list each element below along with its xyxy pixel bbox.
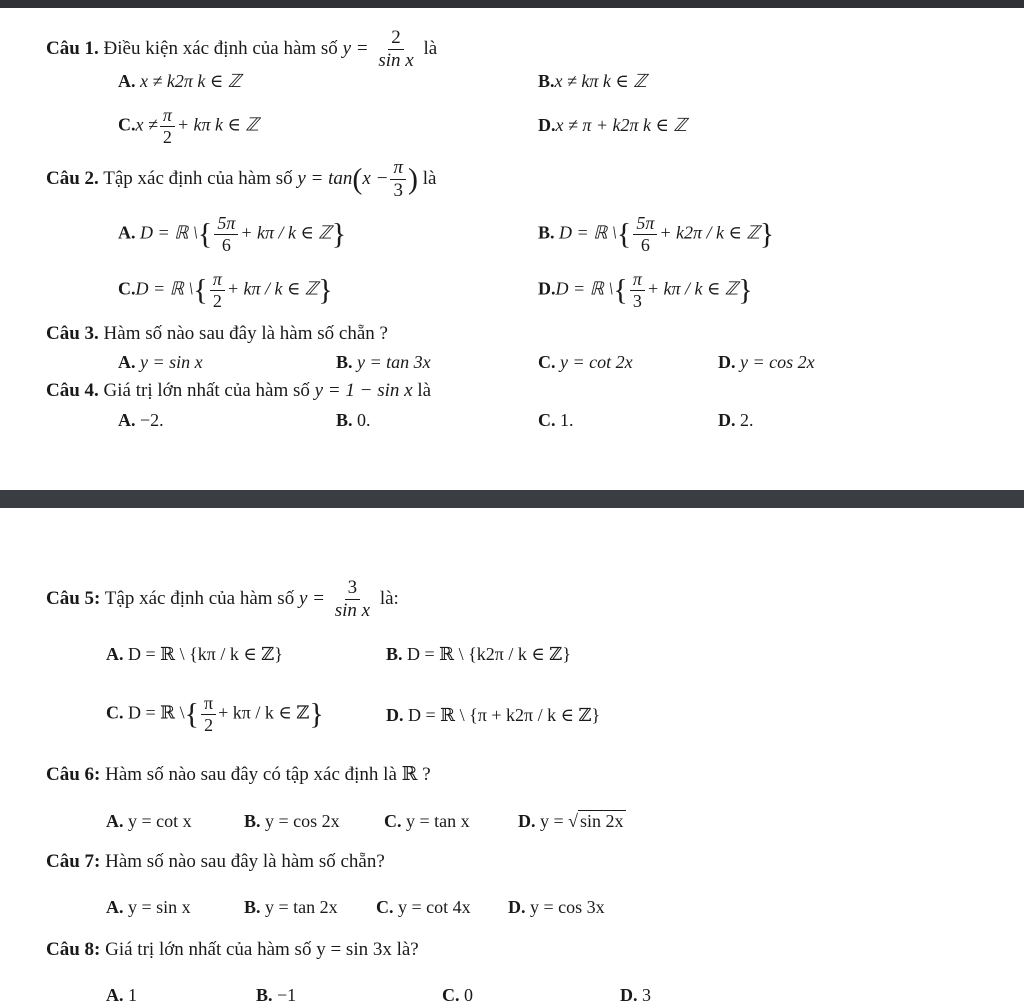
q5-den: sin x: [334, 599, 371, 621]
q3-d-expr: y = cos 2x: [740, 352, 815, 372]
q8-c-expr: 0: [464, 985, 473, 1005]
q1-tail: là: [423, 37, 438, 59]
q3-option-a: [118, 353, 203, 371]
question-3: [46, 324, 388, 343]
q2-close-paren: ): [407, 162, 418, 196]
q2-open-paren: (: [352, 162, 363, 196]
q2-b-post: + k2π / k ∈ ℤ: [659, 222, 760, 243]
q2-d-pre: D = ℝ \: [555, 278, 614, 299]
q2-d-close-brace: }: [738, 273, 753, 307]
q6-option-c: [384, 812, 470, 830]
q2-a-fraction: [214, 214, 238, 255]
q5-option-d: [386, 706, 600, 724]
q6-a-expr: y = cot x: [128, 811, 192, 831]
q4-expr: y = 1 − sin x: [314, 380, 413, 401]
q7-text: Hàm số nào sau đây là hàm số chẵn?: [105, 851, 385, 872]
q2-option-c: [118, 270, 333, 311]
q1-d-label: D.: [538, 115, 556, 135]
q7-c-label: C.: [376, 897, 394, 917]
q2-pre: y = tan: [297, 167, 353, 189]
q7-c-expr: y = cot 4x: [398, 897, 471, 917]
q4-d-expr: 2.: [740, 410, 754, 430]
q8-d-label: D.: [620, 985, 638, 1005]
q8-a-label: A.: [106, 985, 124, 1005]
q6-d-label: D.: [518, 811, 536, 831]
q2-a-den: 6: [221, 234, 231, 255]
q2-d-num: π: [630, 270, 645, 291]
q6-d-radicand: sin 2x: [580, 811, 624, 831]
q5-a-expr: D = ℝ \ {kπ / k ∈ ℤ}: [128, 644, 283, 664]
q2-tail: là: [422, 167, 437, 189]
q3-d-label: D.: [718, 352, 736, 372]
q2-a-label: A.: [118, 222, 136, 243]
q5-c-den: 2: [204, 714, 214, 735]
q5-c-open-brace: {: [184, 697, 200, 731]
q2-inner: x −: [362, 167, 389, 189]
q2-b-pre: D = ℝ \: [559, 222, 617, 243]
q2-d-den: 3: [632, 290, 642, 311]
q7-b-expr: y = tan 2x: [265, 897, 338, 917]
q1-c-label: C.: [118, 114, 136, 135]
q8-option-a: [106, 986, 137, 1004]
q2-b-fraction: [633, 214, 657, 255]
q1-d-expr: x ≠ π + k2π k ∈ ℤ: [555, 115, 687, 135]
q1-lhs: y =: [342, 37, 369, 59]
question-4: [46, 381, 431, 400]
q5-b-expr: D = ℝ \ {k2π / k ∈ ℤ}: [407, 644, 571, 664]
q5-option-a: [106, 645, 283, 663]
q8-option-d: [620, 986, 651, 1004]
q8-option-c: [442, 986, 473, 1004]
q1-a-expr: x ≠ k2π k ∈ ℤ: [140, 71, 242, 91]
q5-num: 3: [345, 578, 361, 600]
q2-option-a: [118, 214, 346, 255]
q6-title: Câu 6:: [46, 764, 101, 785]
q6-option-a: [106, 812, 192, 830]
q7-a-label: A.: [106, 897, 124, 917]
q8-a-expr: 1: [128, 985, 137, 1005]
q4-b-label: B.: [336, 410, 353, 430]
q3-b-label: B.: [336, 352, 353, 372]
q2-c-pre: D = ℝ \: [135, 278, 194, 299]
q7-a-expr: y = sin x: [128, 897, 191, 917]
q4-b-expr: 0.: [357, 410, 371, 430]
q2-c-close-brace: }: [318, 273, 333, 307]
q7-option-a: [106, 898, 191, 916]
q5-b-label: B.: [386, 644, 403, 664]
q3-b-expr: y = tan 3x: [357, 352, 431, 372]
q7-d-label: D.: [508, 897, 526, 917]
q2-d-post: + kπ / k ∈ ℤ: [646, 278, 739, 299]
q2-option-d: [538, 270, 753, 311]
q1-option-d: [538, 116, 687, 134]
q3-c-label: C.: [538, 352, 556, 372]
q7-option-b: [244, 898, 338, 916]
q2-num: π: [390, 158, 406, 180]
q4-option-b: [336, 411, 371, 429]
q6-a-label: A.: [106, 811, 124, 831]
q4-option-c: [538, 411, 574, 429]
q5-option-b: [386, 645, 571, 663]
q3-text: Hàm số nào sau đây là hàm số chẵn ?: [103, 323, 388, 344]
q1-title: Câu 1.: [46, 37, 99, 59]
q1-c-num: π: [160, 106, 175, 127]
q5-d-expr: D = ℝ \ {π + k2π / k ∈ ℤ}: [408, 705, 601, 725]
q5-c-fraction: [201, 694, 216, 735]
q4-a-label: A.: [118, 410, 136, 430]
q3-c-expr: y = cot 2x: [560, 352, 633, 372]
q8-title: Câu 8:: [46, 939, 101, 960]
q8-tail: là?: [396, 939, 419, 960]
q1-num: 2: [388, 28, 404, 50]
q5-fraction: [332, 578, 373, 621]
q4-d-label: D.: [718, 410, 736, 430]
q7-d-expr: y = cos 3x: [530, 897, 605, 917]
q5-option-c: [106, 694, 324, 735]
q2-b-close-brace: }: [759, 217, 775, 251]
q4-tail: là: [417, 380, 432, 401]
q5-c-close-brace: }: [309, 697, 324, 731]
q2-text: Tập xác định của hàm số: [103, 167, 293, 189]
q1-den: sin x: [378, 49, 414, 71]
question-1: [46, 28, 437, 71]
q8-b-label: B.: [256, 985, 273, 1005]
q1-c-fraction: [160, 106, 175, 147]
q5-text: Tập xác định của hàm số: [104, 587, 295, 609]
q8-text: Giá trị lớn nhất của hàm số: [105, 939, 312, 960]
q2-d-open-brace: {: [613, 273, 628, 307]
q1-c-pre: x ≠: [135, 114, 158, 135]
q2-den: 3: [393, 179, 403, 201]
question-5: [46, 578, 399, 621]
q7-title: Câu 7:: [46, 851, 101, 872]
q4-text: Giá trị lớn nhất của hàm số: [103, 380, 310, 401]
q4-option-a: [118, 411, 164, 429]
question-7: [46, 852, 385, 871]
q4-title: Câu 4.: [46, 380, 99, 401]
q7-b-label: B.: [244, 897, 261, 917]
q6-c-label: C.: [384, 811, 402, 831]
q2-c-open-brace: {: [193, 273, 208, 307]
q4-c-expr: 1.: [560, 410, 574, 430]
q6-b-label: B.: [244, 811, 261, 831]
q1-fraction: [375, 28, 416, 71]
q2-a-close-brace: }: [331, 217, 347, 251]
q3-a-expr: y = sin x: [140, 352, 203, 372]
q2-fraction: [390, 158, 406, 201]
q5-c-label: C.: [106, 702, 124, 723]
q2-d-label: D.: [538, 278, 556, 299]
q1-text: Điều kiện xác định của hàm số: [103, 37, 338, 59]
q6-text: Hàm số nào sau đây có tập xác định là ℝ ?: [105, 764, 431, 785]
q2-c-den: 2: [212, 290, 222, 311]
q5-c-pre: D = ℝ \: [128, 702, 185, 723]
q8-option-b: [256, 986, 296, 1004]
question-2: [46, 158, 436, 201]
q8-b-expr: −1: [277, 985, 297, 1005]
q3-a-label: A.: [118, 352, 136, 372]
q3-option-b: [336, 353, 431, 371]
q2-option-b: [538, 214, 774, 255]
q5-a-label: A.: [106, 644, 124, 664]
q1-a-label: A.: [118, 71, 136, 91]
q5-title: Câu 5:: [46, 587, 101, 609]
top-page-edge: [0, 0, 1024, 8]
q2-c-fraction: [210, 270, 225, 311]
q2-a-open-brace: {: [197, 217, 213, 251]
q2-b-label: B.: [538, 222, 555, 243]
q4-option-d: [718, 411, 754, 429]
q1-option-a: [118, 72, 241, 90]
q1-option-b: [538, 72, 647, 90]
q5-c-num: π: [201, 694, 216, 715]
q8-c-label: C.: [442, 985, 460, 1005]
q2-a-num: 5π: [214, 214, 238, 235]
q2-b-num: 5π: [633, 214, 657, 235]
q5-lhs: y =: [298, 587, 325, 609]
q8-expr: y = sin 3x: [316, 939, 392, 960]
q2-c-num: π: [210, 270, 225, 291]
page-divider: [0, 490, 1024, 508]
q2-c-post: + kπ / k ∈ ℤ: [226, 278, 319, 299]
q3-option-d: [718, 353, 815, 371]
q6-d-pre: y = √: [540, 811, 579, 831]
q3-option-c: [538, 353, 633, 371]
q2-d-fraction: [630, 270, 645, 311]
q1-c-den: 2: [162, 126, 172, 147]
q3-title: Câu 3.: [46, 323, 99, 344]
q6-option-b: [244, 812, 340, 830]
q7-option-d: [508, 898, 605, 916]
q1-b-expr: x ≠ kπ k ∈ ℤ: [554, 71, 647, 91]
q5-c-post: + kπ / k ∈ ℤ: [218, 702, 310, 723]
q5-tail: là:: [379, 587, 399, 609]
q1-option-c: [118, 106, 259, 147]
q1-b-label: B.: [538, 71, 555, 91]
q8-d-expr: 3: [642, 985, 651, 1005]
q2-a-post: + kπ / k ∈ ℤ: [240, 222, 332, 243]
question-8: [46, 940, 419, 959]
q6-c-expr: y = tan x: [406, 811, 470, 831]
q2-a-pre: D = ℝ \: [140, 222, 198, 243]
q2-b-den: 6: [640, 234, 650, 255]
q7-option-c: [376, 898, 471, 916]
question-6: [46, 765, 431, 784]
q4-a-expr: −2.: [140, 410, 164, 430]
q5-d-label: D.: [386, 705, 404, 725]
q1-c-post: + kπ k ∈ ℤ: [176, 114, 259, 135]
q2-title: Câu 2.: [46, 167, 99, 189]
q6-b-expr: y = cos 2x: [265, 811, 340, 831]
q6-option-d: [518, 812, 626, 830]
q2-b-open-brace: {: [616, 217, 632, 251]
q2-c-label: C.: [118, 278, 136, 299]
q4-c-label: C.: [538, 410, 556, 430]
